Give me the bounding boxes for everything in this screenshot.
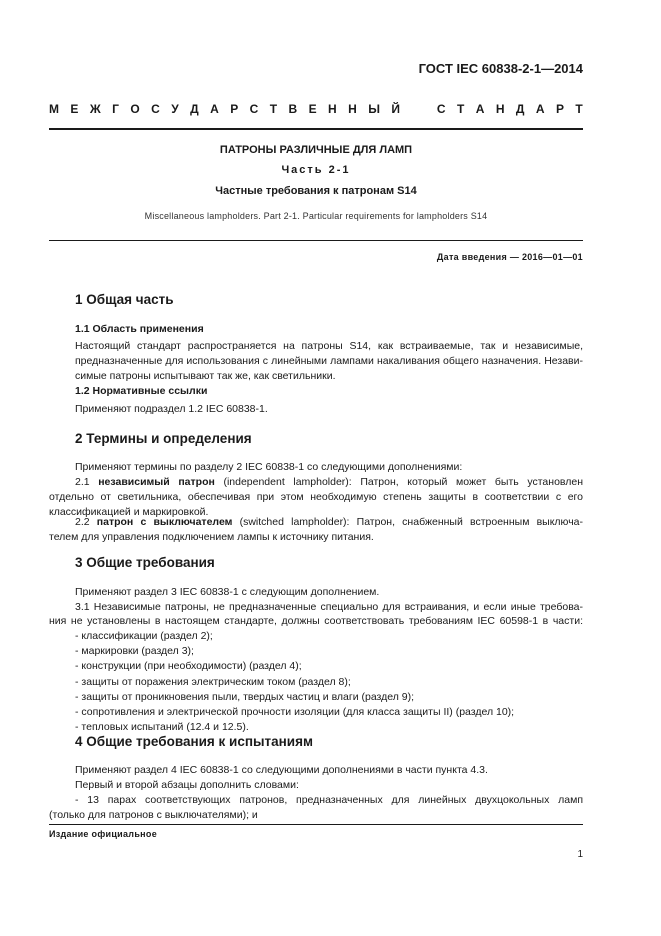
section-4-heading: 4 Общие требования к испытаниям xyxy=(75,734,313,749)
paragraph-3-1-cont xyxy=(49,614,583,629)
title-divider xyxy=(49,240,583,241)
paragraph-line: симые патроны испытывают так же, как светильники. xyxy=(75,370,336,383)
english-title: Miscellaneous lampholders. Part 2-1. Particular requirements for lampholders S14 xyxy=(144,211,488,221)
paragraph-line: Применяют раздел 3 IEC 60838-1 с следующим дополнением. xyxy=(75,586,380,598)
document-part: Часть 2-1 xyxy=(281,164,351,176)
banner-letter: Й xyxy=(391,102,401,116)
banner-letter: Г xyxy=(112,102,119,116)
list-item: - защиты от поражения электрическим током (раздел 8); xyxy=(75,675,351,688)
paragraph-2-intro xyxy=(75,460,583,475)
introduction-date: Дата введения — 2016—01—01 xyxy=(436,252,583,262)
paragraph-line: 3.1 Независимые патроны, не предназначенные специально для встраивания, и если иные требова- xyxy=(75,601,583,613)
page-number: 1 xyxy=(577,849,583,860)
banner-letter: Р xyxy=(230,102,239,116)
banner-letter: Н xyxy=(348,102,357,116)
banner-letter: С xyxy=(151,102,160,116)
paragraph-4 xyxy=(75,763,583,809)
paragraph-3-intro xyxy=(75,585,583,600)
definition-number: 2.1 xyxy=(75,476,99,488)
paragraph-4-cont xyxy=(49,808,583,823)
banner-letter: А xyxy=(210,102,219,116)
paragraph-3-1 xyxy=(75,600,583,615)
paragraph-line: (только для патронов с выключателями); и xyxy=(49,809,258,821)
banner-letter: В xyxy=(288,102,298,116)
list-item: - маркировки (раздел 3); xyxy=(75,645,194,658)
definition-line: телем для управления подключением лампы к источнику питания. xyxy=(49,531,374,543)
definition-line xyxy=(75,515,583,530)
banner-letter: Ы xyxy=(368,102,380,116)
paragraph-line: Первый и второй абзацы дополнить словами: xyxy=(75,779,299,792)
subsection-1-1-heading: 1.1 Область применения xyxy=(75,323,204,335)
paragraph-line: Настоящий стандарт распространяется на патроны S14, как встраиваемые, так и независимые, xyxy=(75,340,583,352)
banner-letter: Т xyxy=(575,102,583,116)
subsection-1-2-heading: 1.2 Нормативные ссылки xyxy=(75,385,208,397)
banner-letter: О xyxy=(130,102,140,116)
banner-letter: Т xyxy=(456,102,465,116)
paragraph-line: предназначенные для использования с линейными лампами накаливания общего назначения. Незави- xyxy=(75,355,583,368)
banner-letter: Н xyxy=(495,102,505,116)
banner-gap xyxy=(411,102,425,116)
paragraph-line: Применяют термины по разделу 2 IEC 60838-1 со следующими дополнениями: xyxy=(75,461,463,473)
banner-letter: С xyxy=(436,102,446,116)
definition-text: (switched lampholder): Патрон, снабженный встроенным выключа- xyxy=(232,516,583,528)
section-1-heading: 1 Общая часть xyxy=(75,292,174,307)
banner-letter: Д xyxy=(515,102,525,116)
banner-letter: Ж xyxy=(89,102,101,116)
list-item: - защиты от проникновения пыли, твердых частиц и влаги (раздел 9); xyxy=(75,690,415,703)
banner-letter: А xyxy=(475,102,485,116)
banner-letter: Т xyxy=(269,102,278,116)
definition-line: отдельно от светильника, обеспечивая при этом необходимую степень защиты в соответствии с его xyxy=(49,491,583,503)
banner-letter: А xyxy=(535,102,545,116)
banner-letter: Е xyxy=(308,102,317,116)
document-subtitle: Частные требования к патронам S14 xyxy=(215,185,417,197)
banner-letter: Р xyxy=(555,102,564,116)
banner-letter: Н xyxy=(328,102,337,116)
definition-line: классификацией и маркировкой. xyxy=(49,506,209,519)
list-item: - классификации (раздел 2); xyxy=(75,630,213,642)
section-2-heading: 2 Термины и определения xyxy=(75,431,252,446)
paragraph-line: Применяют подраздел 1.2 IEC 60838-1. xyxy=(75,403,268,415)
list-item: - сопротивления и электрической прочности изоляции (для класса защиты II) (раздел 10); xyxy=(75,706,515,719)
banner-letter: М xyxy=(49,102,59,116)
header-divider xyxy=(49,128,583,130)
paragraph-line: Применяют раздел 4 IEC 60838-1 со следующими дополнениями в части пункта 4.3. xyxy=(75,764,488,776)
paragraph-line: ния не установлены в настоящем стандарте, должны соответствовать требованиям IEC 60598-1 в части: xyxy=(49,615,583,627)
paragraph-1-2 xyxy=(75,402,583,417)
definition-line xyxy=(75,475,583,490)
edition-label: Издание официальное xyxy=(49,829,158,839)
list-item: - тепловых испытаний (12.4 и 12.5). xyxy=(75,721,249,734)
definition-2-2-cont xyxy=(49,530,583,545)
banner-letter: С xyxy=(249,102,259,116)
list-item: - конструкции (при необходимости) (раздел 4); xyxy=(75,660,302,673)
banner-letter: У xyxy=(171,102,179,116)
interstate-standard-banner xyxy=(49,102,583,116)
document-code: ГОСТ IEC 60838-2-1—2014 xyxy=(418,61,583,76)
requirements-list xyxy=(75,629,583,735)
paragraph-line: - 13 парах соответствующих патронов, предназначенных для линейных двухцокольных ламп xyxy=(75,794,583,807)
document-title: ПАТРОНЫ РАЗЛИЧНЫЕ ДЛЯ ЛАМП xyxy=(219,144,413,156)
definition-term: независимый патрон xyxy=(98,476,215,488)
definition-text: (independent lampholder): Патрон, который может быть установлен xyxy=(214,476,584,488)
paragraph-1-1 xyxy=(75,339,583,385)
banner-letter: Е xyxy=(70,102,79,116)
definition-2-2 xyxy=(75,515,583,530)
banner-letter: Д xyxy=(190,102,199,116)
definition-number: 2.2 xyxy=(75,516,97,528)
footer-divider xyxy=(49,824,583,825)
definition-2-1 xyxy=(75,475,583,490)
section-3-heading: 3 Общие требования xyxy=(75,555,215,570)
definition-term: патрон с выключателем xyxy=(96,516,233,528)
